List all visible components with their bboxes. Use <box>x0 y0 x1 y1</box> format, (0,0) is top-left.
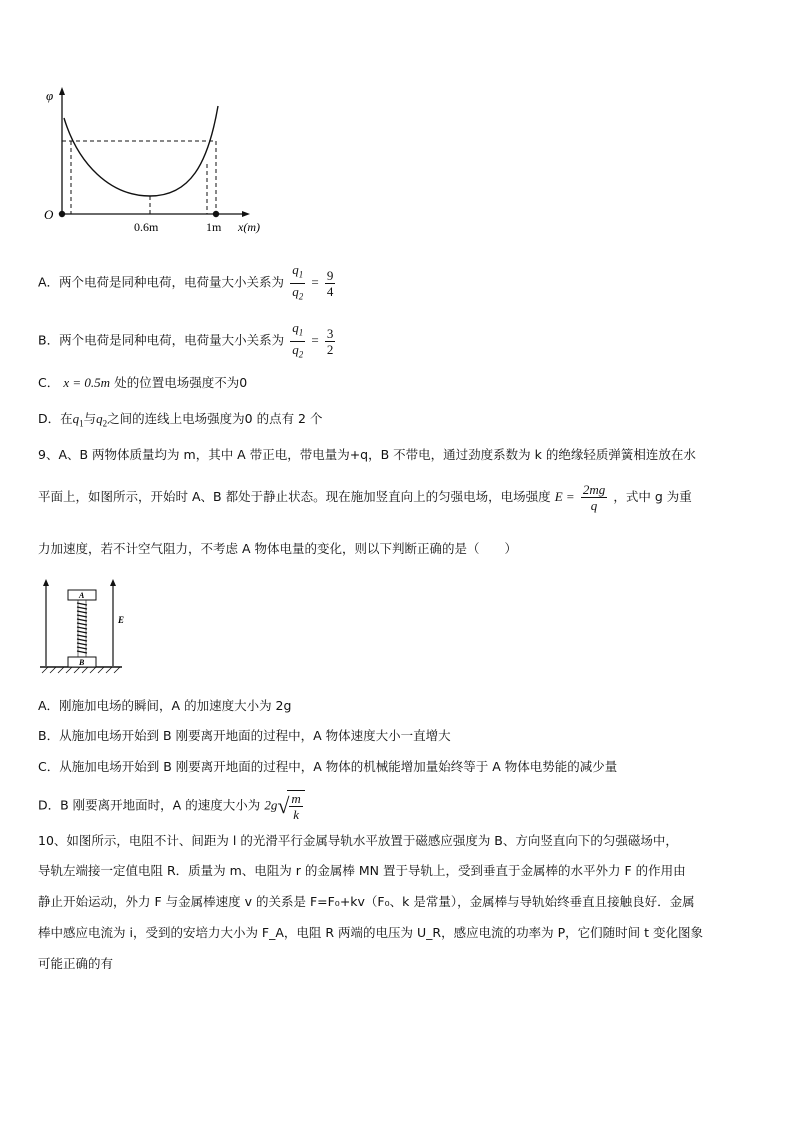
q9-stem-line-3: 力加速度，若不计空气阻力，不考虑 A 物体电量的变化，则以下判断正确的是（ ） <box>38 541 517 556</box>
origin-label: O <box>44 207 54 222</box>
charge-dot-left <box>59 211 65 217</box>
spring-coils <box>77 603 87 653</box>
y-axis-arrow <box>59 87 65 95</box>
potential-curve <box>64 106 218 196</box>
x-axis-arrow <box>242 211 250 217</box>
q8-option-b-text: B．两个电荷是同种电荷，电荷量大小关系为 <box>38 332 285 348</box>
q8-option-a-text: A．两个电荷是同种电荷，电荷量大小关系为 <box>38 274 285 290</box>
q8-option-b-value: $\frac{3}{2}$ <box>326 325 334 357</box>
q8-option-d-q2: $q_2$ <box>96 411 108 429</box>
potential-graph <box>40 84 280 236</box>
q8-option-a-ratio: $\frac{q_1}{q_2}$ <box>292 262 304 302</box>
q10-stem-line-3: 静止开始运动，外力 F 与金属棒速度 v 的关系是 F=F₀+kv（F₀、k 是常量），金属棒与导轨始终垂直且接触良好．金属 <box>38 894 695 909</box>
q9-option-d-coef: 2g <box>264 797 278 813</box>
q9-option-a: A．刚施加电场的瞬间，A 的加速度大小为 2g <box>38 698 292 713</box>
q10-stem-line-2: 导轨左端接一定值电阻 R．质量为 m、电阻为 r 的金属棒 MN 置于导轨上，受到垂直于金属棒的水平外力 F 的作用由 <box>38 863 686 878</box>
q10-stem-line-4: 棒中感应电流为 i，受到的安培力大小为 F_A，电阻 R 两端的电压为 U_R，感应电流的功率为 P，它们随时间 t 变化图象 <box>38 925 703 940</box>
tick-label-0-6m: 0.6m <box>134 220 159 234</box>
q8-option-a: A．两个电荷是同种电荷，电荷量大小关系为 $\frac{q_1}{q_2}$ = $\frac{9}{4}$ <box>38 262 337 304</box>
q9-option-d-sqrt: √ $\frac{m}{k}$ <box>277 790 304 822</box>
q10-stem-line-1: 10、如图所示，电阻不计、间距为 l 的光滑平行金属导轨水平放置于磁感应强度为 B、方向竖直向下的匀强磁场中， <box>38 833 678 848</box>
q8-option-d: D．在$q_1$与$q_2$之间的连线上电场强度为0 的点有 2 个 <box>38 411 323 429</box>
q8-option-b: B．两个电荷是同种电荷，电荷量大小关系为 $\frac{q_1}{q_2}$ = $\frac{3}{2}$ <box>38 320 337 362</box>
q8-option-c: C． x = 0.5m 处的位置电场强度不为0 <box>38 375 248 390</box>
q9-option-b: B．从施加电场开始到 B 刚要离开地面的过程中，A 物体速度大小一直增大 <box>38 728 451 743</box>
q9-field-formula-lhs: E = <box>554 489 575 504</box>
q9-stem-line-1: 9、A、B 两物体质量均为 m，其中 A 带正电，带电量为+q，B 不带电，通过劲度系数为 k 的绝缘轻质弹簧相连放在水 <box>38 447 696 462</box>
q8-option-a-value: $\frac{9}{4}$ <box>326 267 334 299</box>
y-axis-label: φ <box>46 88 54 103</box>
rail-right-arrow <box>110 579 116 586</box>
q9-field-formula: $\frac{2mg}{q}$ <box>582 482 606 513</box>
block-a-label: A <box>79 591 85 600</box>
spring-figure <box>38 576 138 676</box>
ground-hatch <box>42 667 120 673</box>
q8-option-b-ratio: $\frac{q_1}{q_2}$ <box>292 320 304 360</box>
charge-dot-right <box>213 211 219 217</box>
q9-option-c: C．从施加电场开始到 B 刚要离开地面的过程中，A 物体的机械能增加量始终等于 A 物体电势能的减少量 <box>38 759 618 774</box>
q9-option-d: D．B 刚要离开地面时，A 的速度大小为 2g√ $\frac{m}{k}$ <box>38 790 305 822</box>
field-e-label: E <box>118 615 125 625</box>
q9-stem-line-2: 平面上，如图所示，开始时 A、B 都处于静止状态。现在施加竖直向上的匀强电场，电场强度 E = $\frac{2mg}{q}$ ，式中 g 为重 <box>38 482 692 513</box>
block-b-label: B <box>79 658 85 667</box>
q8-option-d-q1: $q_1$ <box>72 411 84 429</box>
q10-stem-line-5: 可能正确的有 <box>38 956 114 971</box>
q8-option-c-formula: x = 0.5m <box>63 375 111 390</box>
x-axis-label: x(m) <box>238 220 260 234</box>
rail-left-arrow <box>43 579 49 586</box>
tick-label-1m: 1m <box>206 220 222 234</box>
